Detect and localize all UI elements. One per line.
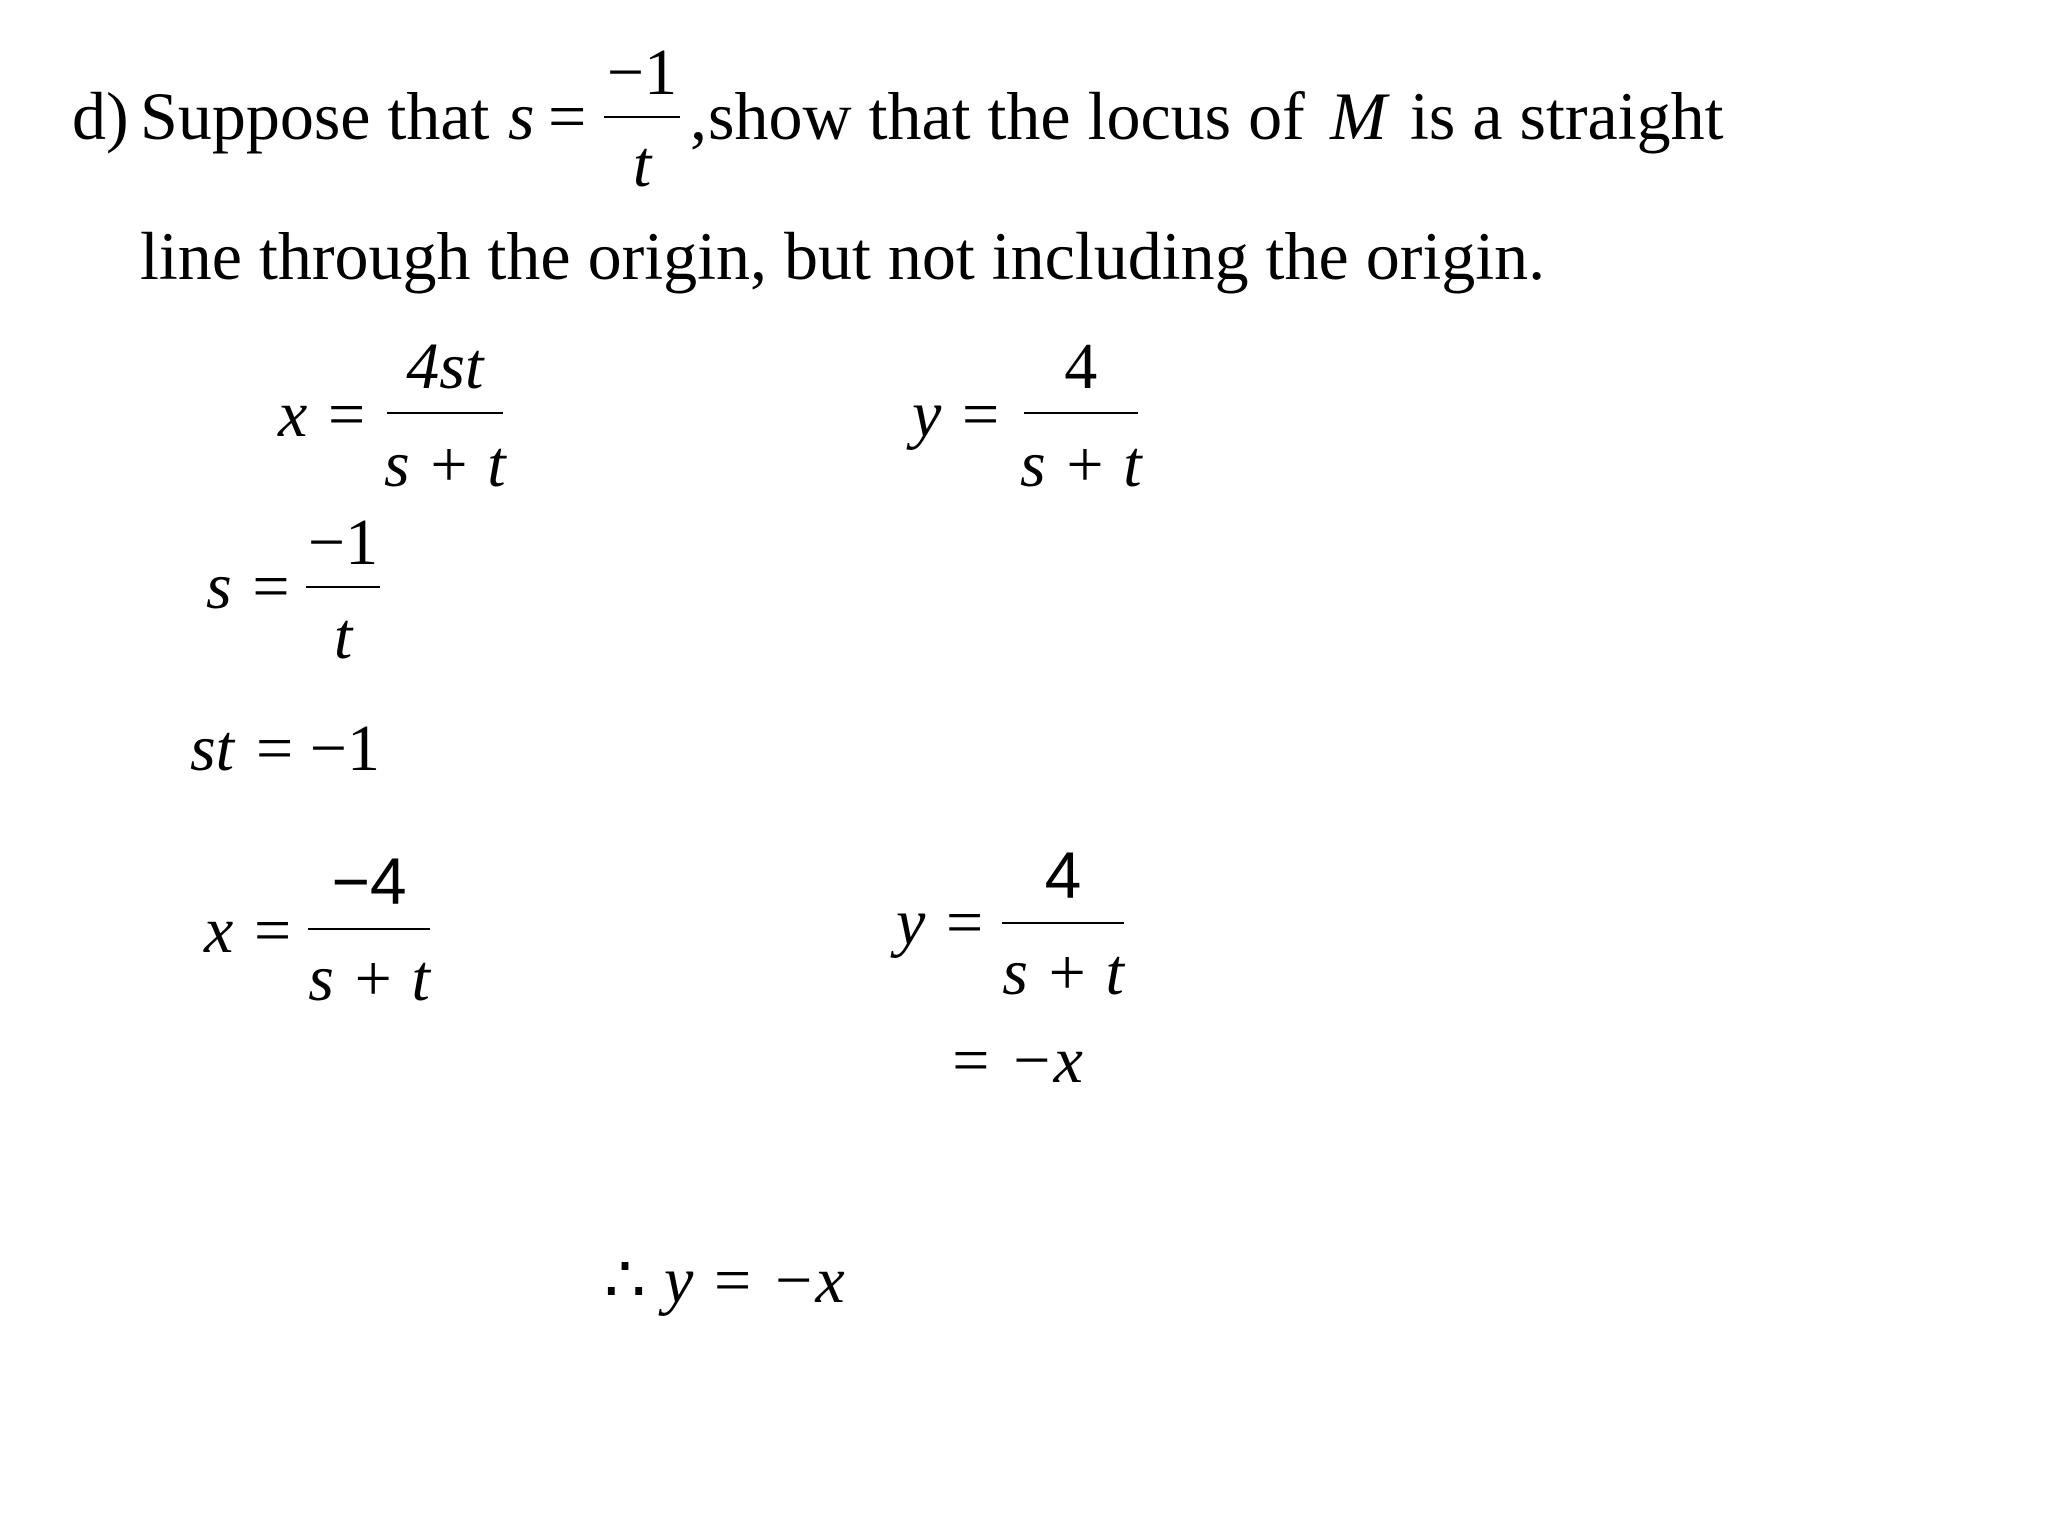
fraction-bar [306, 586, 380, 588]
problem-label: d) [72, 78, 129, 154]
fraction-denominator: t [333, 600, 353, 673]
conclusion: y = −x [664, 1244, 845, 1317]
x2-equation-lhs: x = [204, 894, 295, 967]
x-equation-fraction [384, 330, 506, 501]
s-equation-lhs: s = [206, 550, 293, 623]
fraction-numerator: 4 [1044, 838, 1082, 912]
y-equation-fraction [1020, 330, 1142, 501]
fraction-denominator: s + t [1020, 428, 1142, 501]
fraction-bar [308, 928, 430, 930]
fraction-denominator: s + t [308, 942, 430, 1015]
problem-intro: Suppose that [140, 78, 490, 154]
fraction-denominator: t [632, 128, 652, 201]
problem-tail-text: is a straight [1410, 78, 1724, 154]
problem-comma: , [690, 78, 707, 154]
x-equation-lhs: x = [278, 378, 369, 451]
problem-equals: = [548, 78, 587, 154]
problem-s-variable: s [508, 78, 535, 154]
therefore-symbol: ∴ [604, 1244, 646, 1317]
fraction-numerator: 4 [1064, 330, 1098, 403]
problem-show-text: show that the locus of [708, 78, 1305, 154]
fraction-numerator: −4 [331, 844, 407, 918]
fraction-denominator: s + t [384, 428, 506, 501]
st-equation-lhs: st [190, 712, 235, 785]
fraction-bar [604, 116, 680, 118]
y2-result: = −x [948, 1024, 1083, 1097]
fraction-bar [1002, 922, 1124, 924]
y-equation-lhs: y = [912, 378, 1003, 451]
fraction-numerator: 4st [406, 330, 484, 403]
x2-equation-fraction [308, 844, 430, 1015]
fraction-denominator: s + t [1002, 936, 1124, 1009]
problem-line-2: line through the origin, but not including the origin. [140, 218, 1546, 294]
fraction-bar [1024, 412, 1138, 414]
fraction-bar [387, 412, 503, 414]
y2-equation-lhs: y = [896, 886, 987, 959]
st-equation-rhs: = −1 [256, 712, 380, 785]
fraction-numerator: −1 [307, 506, 379, 579]
fraction-numerator: −1 [606, 36, 678, 109]
problem-condition-fraction [604, 36, 680, 201]
s-equation-fraction [306, 506, 380, 673]
y2-equation-fraction [1002, 838, 1124, 1009]
problem-m-variable: M [1330, 78, 1387, 154]
